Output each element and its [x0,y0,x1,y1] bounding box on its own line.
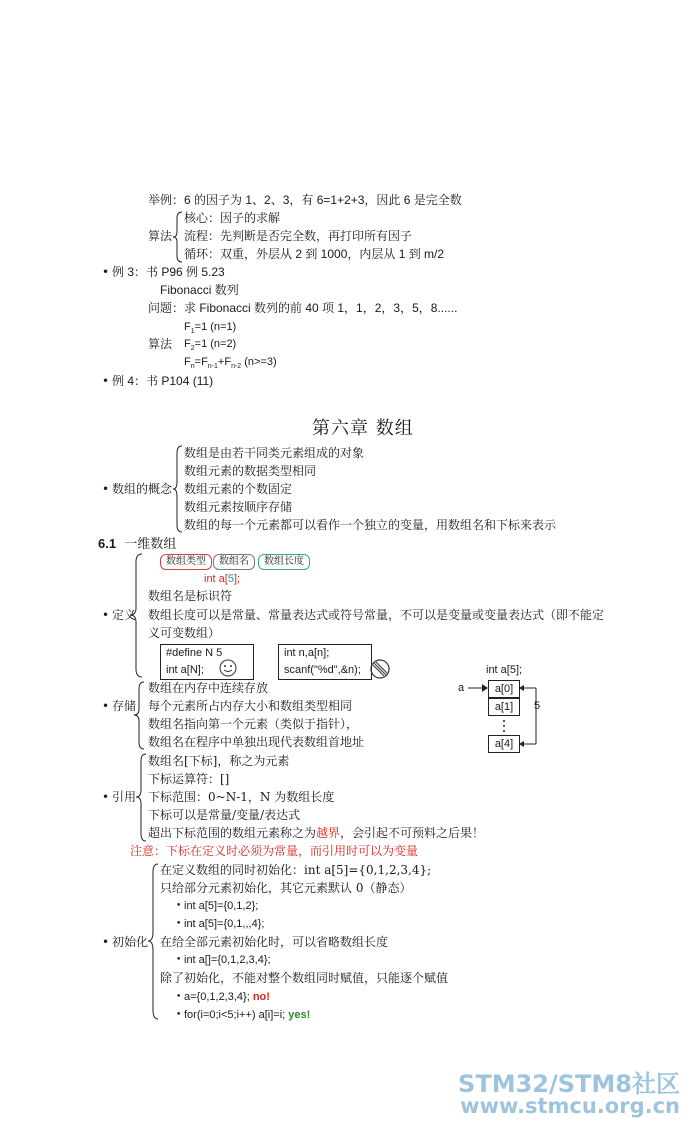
bullet-dot: • [176,955,182,965]
pointer-label: a [458,682,465,694]
ellipsis-dots [500,716,508,734]
smile-icon [218,658,238,678]
definition-code: int a[5]; [204,573,241,585]
init-line: 在给全部元素初始化时，可以省略数组长度 [160,935,389,949]
memory-cell: a[4] [488,735,520,753]
tag-array-name: 数组名 [213,554,255,570]
algo-loop: 循环：双重，外层从 2 到 1000，内层从 1 到 m/2 [184,247,445,261]
algo-flow: 流程：先判断是否完全数，再打印所有因子 [184,229,413,243]
memory-cell: a[0] [488,680,520,698]
code-line: int a[N]; [166,664,204,676]
bullet-dot: • [102,790,110,804]
init-line: 在定义数组的同时初始化：int a[5]={0,1,2,3,4}; [160,863,432,877]
init-label: 初始化 [112,935,149,949]
definition-line: 数组长度可以是常量、常量表达式或符号常量，不可以是变量或变量表达式（即不能定 [148,608,605,622]
code-line: int n,a[n]; [284,647,330,659]
formula-f2: $F_2=1$ (n=2) [184,338,237,353]
bullet-dot: • [176,1010,182,1020]
algo-brace [172,210,184,264]
reference-note: 注意：下标在定义时必须为常量，而引用时可以为变量 [130,844,419,858]
init-example: int a[5]={0,1,2}; [184,900,259,912]
example-label: 举例： [148,193,185,207]
reference-item: 下标运算符：[] [148,772,230,786]
example-text: 6 的因子为 1、2、3，有 6=1+2+3，因此 6 是完全数 [184,193,462,207]
init-example: int a[5]={0,1,,,4}; [184,918,265,930]
definition-line: 数组名是标识符 [148,589,233,603]
example-line [148,193,462,208]
algo-label: 算法 [148,229,173,243]
reference-label: 引用 [112,790,137,804]
bullet-dot: • [102,699,110,713]
code-line: #define N 5 [166,647,223,659]
watermark-url: www.stmcu.org.cn [460,1094,680,1118]
concept-label: 数组的概念 [112,482,173,496]
example-4: 例 4：书 P104 (11) [112,374,214,388]
memory-diagram-title: int a[5]; [486,664,523,676]
concept-item: 数组元素按顺序存储 [184,500,293,514]
pointer-arrow [468,683,490,693]
algo2-label: 算法 [148,337,173,351]
reference-item: 下标可以是常量/变量/表达式 [148,808,301,822]
section-heading: 6.1 一维数组 [98,536,177,552]
forbidden-icon [369,658,391,680]
reference-item: 数组名[下标]，称之为元素 [148,754,290,768]
storage-item: 数组名指向第一个元素（类似于指针）， [148,717,359,731]
watermark-title: STM32/STM8社区 [458,1070,680,1098]
formula-f1: $F_1=1$ (n=1) [184,321,237,336]
concept-item: 数组的每一个元素都可以看作一个独立的变量，用数组名和下标来表示 [184,518,557,532]
code-line: scanf("%d",&n); [284,664,361,676]
storage-brace [132,680,146,752]
concept-brace [172,444,184,534]
tag-array-length: 数组长度 [258,554,310,570]
concept-item: 数组元素的个数固定 [184,482,293,496]
definition-label: 定义 [112,608,137,622]
storage-item: 数组名在程序中单独出现代表数组首地址 [148,735,365,749]
formula-fn: $F_n=F_{n-1}+F_{n-2}$ (n>=3) [184,356,277,371]
storage-item: 每个元素所占内存大小和数组类型相同 [148,699,353,713]
algo-core: 核心：因子的求解 [184,211,281,225]
storage-item: 数组在内存中连续存放 [148,681,269,695]
storage-label: 存储 [112,699,137,713]
concept-item: 数组元素的数据类型相同 [184,464,317,478]
memory-cell: a[1] [488,698,520,716]
init-line: 除了初始化，不能对整个数组同时赋值，只能逐个赋值 [160,971,449,985]
reference-brace [134,752,148,844]
init-line: 只给部分元素初始化，其它元素默认 0（静态） [160,881,412,895]
fibonacci-title: Fibonacci 数列 [160,283,239,297]
bullet-dot: • [102,482,110,496]
length-arrow [518,680,540,754]
reference-item-overflow: 超出下标范围的数组元素称之为越界，会引起不可预料之后果！ [148,826,485,840]
fibonacci-problem: 问题：求 Fibonacci 数列的前 40 项 1，1，2，3，5，8...... [148,301,458,315]
bullet-dot: • [176,992,182,1002]
concept-item: 数组是由若干同类元素组成的对象 [184,446,365,460]
bullet-dot: • [102,935,110,949]
tag-array-type: 数组类型 [160,554,212,570]
reference-item: 下标范围：0~N-1，N 为数组长度 [148,790,335,804]
length-label: 5 [534,700,541,712]
bullet-dot: • [102,265,110,279]
bullet-dot: • [102,374,110,388]
example-3: 例 3：书 P96 例 5.23 [112,265,225,279]
bullet-dot: • [176,901,182,911]
init-example-valid: for(i=0;i<5;i++) a[i]=i; yes! [184,1009,311,1021]
definition-line: 义可变数组） [148,626,221,640]
bullet-dot: • [102,608,110,622]
init-brace [146,862,160,1022]
init-example: int a[]={0,1,2,3,4}; [184,954,271,966]
code-box-valid [160,644,254,680]
bullet-dot: • [176,919,182,929]
code-box-invalid [278,644,372,680]
chapter-title: 第六章 数组 [312,418,414,439]
init-example-invalid: a={0,1,2,3,4}; no! [184,991,270,1003]
